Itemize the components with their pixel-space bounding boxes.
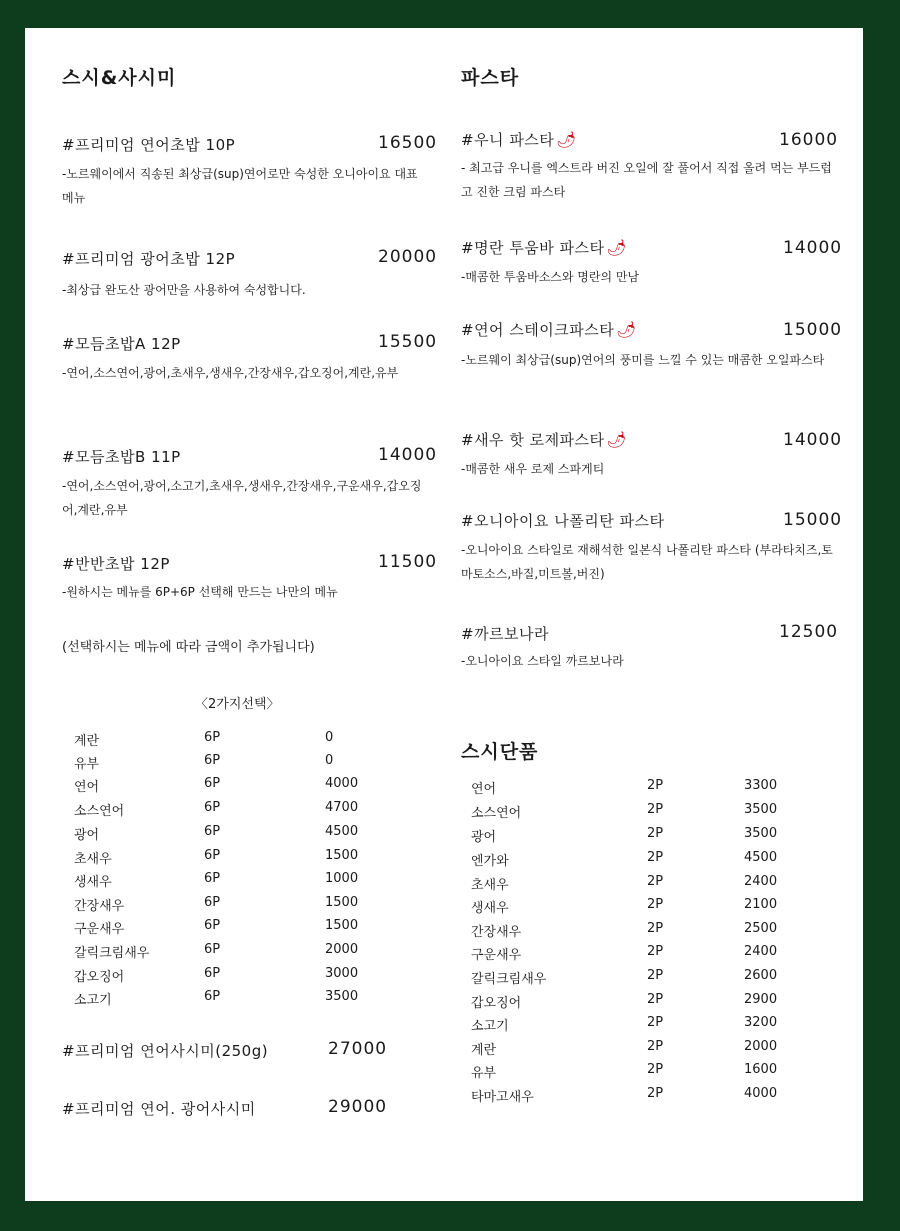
item-name [461,429,627,450]
row-qty: 2P [647,921,664,936]
row-qty: 6P [204,966,221,981]
item-price: 15000 [783,320,843,340]
row-name: 계란 [471,1043,497,1058]
item-price: 15500 [378,332,438,352]
item-description: -원하시는 메뉴를 6P+6P 선택해 만드는 나만의 메뉴 [62,585,338,599]
row-price: 3200 [744,1015,778,1030]
row-price: 3000 [325,966,359,981]
row-name: 소고기 [471,1019,509,1034]
item-description: -노르웨이에서 직송된 최상급(sup)연어로만 숙성한 오니아이요 대표메뉴 [62,167,418,205]
item-price: 16000 [779,130,839,150]
item-price: 14000 [783,430,843,450]
row-name: 엔가와 [471,854,509,869]
row-qty: 6P [204,753,221,768]
row-qty: 6P [204,800,221,815]
item-name: #프리미엄 연어사시미(250g) [62,1042,269,1060]
row-name: 갈릭크림새우 [74,946,150,961]
item-description: -연어,소스연어,광어,초새우,생새우,간장새우,갑오징어,계란,유부 [62,366,399,380]
row-price: 3300 [744,778,778,793]
item-description: -매콤한 새우 로제 스파게티 [461,462,605,476]
row-name: 소스연어 [471,806,522,821]
row-qty: 2P [647,850,664,865]
row-name: 구운새우 [471,948,522,963]
item-name-text: #새우 핫 로제파스타 [461,431,605,449]
item-price: 12500 [779,622,839,642]
row-name: 계란 [74,734,100,749]
item-name [461,319,637,340]
row-qty: 2P [647,992,664,1007]
section-title-pasta: 파스타 [461,67,520,89]
item-price: 14000 [378,445,438,465]
row-price: 4700 [325,800,359,815]
row-qty: 6P [204,989,221,1004]
row-qty: 2P [647,1062,664,1077]
row-qty: 2P [647,1015,664,1030]
row-name: 소고기 [74,993,112,1008]
row-price: 2000 [744,1039,778,1054]
row-price: 1000 [325,871,359,886]
row-price: 4500 [325,824,359,839]
row-price: 0 [325,753,334,768]
item-name-text: #연어 스테이크파스타 [461,321,615,339]
row-name: 유부 [471,1066,497,1081]
row-price: 3500 [325,989,359,1004]
row-qty: 2P [647,1039,664,1054]
row-name: 초새우 [74,852,112,867]
row-price: 2500 [744,921,778,936]
item-description: -노르웨이 최상급(sup)연어의 풍미를 느낄 수 있는 매콤한 오일파스타 [461,353,825,367]
row-price: 2100 [744,897,778,912]
row-name: 초새우 [471,878,509,893]
menu-page [25,28,863,1201]
item-name: #모듬초밥A 12P [62,335,181,353]
row-price: 4500 [744,850,778,865]
section-title-sushi-single: 스시단품 [461,741,539,763]
item-price: 15000 [783,510,843,530]
item-name [461,129,577,150]
item-description: - 최고급 우니를 엑스트라 버진 오일에 잘 풀어서 직접 올려 먹는 부드럽고 진한 크림 파스타 [461,161,832,199]
row-qty: 6P [204,848,221,863]
row-name: 연어 [471,782,497,797]
row-price: 4000 [325,776,359,791]
row-price: 2400 [744,874,778,889]
row-qty: 6P [204,942,221,957]
row-price: 2600 [744,968,778,983]
row-qty: 6P [204,824,221,839]
item-price: 27000 [328,1039,388,1059]
row-name: 타마고새우 [471,1090,534,1105]
section-title-sushi-sashimi: 스시&사시미 [62,67,177,89]
row-price: 4000 [744,1086,778,1101]
row-price: 3500 [744,802,778,817]
item-description: -최상급 완도산 광어만을 사용하여 숙성합니다. [62,283,306,297]
item-name: #프리미엄 광어초밥 12P [62,250,236,268]
item-name-text: #명란 투움바 파스타 [461,239,605,257]
row-name: 구운새우 [74,922,125,937]
item-name [461,237,627,258]
row-qty: 2P [647,874,664,889]
item-description: -오니아이요 스타일로 재해석한 일본식 나폴리탄 파스타 (부라타치즈,토마토소스,바질,미트볼,버진) [461,543,833,581]
row-name: 생새우 [74,875,112,890]
row-name: 연어 [74,780,100,795]
row-price: 2900 [744,992,778,1007]
row-qty: 2P [647,1086,664,1101]
row-name: 갑오징어 [74,970,125,985]
row-qty: 2P [647,778,664,793]
chili-pepper-icon: 🌶 [606,238,628,257]
row-price: 1500 [325,848,359,863]
row-name: 갈릭크림새우 [471,972,547,987]
row-name: 유부 [74,757,100,772]
row-qty: 6P [204,776,221,791]
row-qty: 2P [647,802,664,817]
row-qty: 2P [647,968,664,983]
row-qty: 6P [204,871,221,886]
item-price: 16500 [378,133,438,153]
item-price: 20000 [378,247,438,267]
row-name: 광어 [471,830,497,845]
row-price: 1600 [744,1062,778,1077]
row-name: 간장새우 [74,899,125,914]
row-price: 1500 [325,918,359,933]
row-qty: 2P [647,826,664,841]
row-name: 광어 [74,828,100,843]
chili-pepper-icon: 🌶 [606,430,628,449]
item-price: 29000 [328,1097,388,1117]
chili-pepper-icon: 🌶 [556,130,578,149]
row-qty: 6P [204,895,221,910]
choice-title: 〈2가지선택〉 [195,697,280,712]
item-name: #프리미엄 연어. 광어사시미 [62,1100,256,1118]
item-price: 11500 [378,552,438,572]
item-price: 14000 [783,238,843,258]
row-name: 생새우 [471,901,509,916]
row-qty: 2P [647,897,664,912]
item-name: #모듬초밥B 11P [62,448,181,466]
price-note: (선택하시는 메뉴에 따라 금액이 추가됩니다) [62,640,315,655]
item-name: #까르보나라 [461,625,550,643]
row-qty: 6P [204,918,221,933]
row-price: 2400 [744,944,778,959]
row-name: 갑오징어 [471,996,522,1011]
row-price: 1500 [325,895,359,910]
item-name: #오니아이요 나폴리탄 파스타 [461,512,665,530]
item-name: #반반초밥 12P [62,555,170,573]
item-name: #프리미엄 연어초밥 10P [62,136,236,154]
row-price: 2000 [325,942,359,957]
row-name: 소스연어 [74,804,125,819]
item-description: -연어,소스연어,광어,소고기,초새우,생새우,간장새우,구운새우,갑오징어,계란,유부 [62,479,422,517]
row-qty: 2P [647,944,664,959]
row-price: 3500 [744,826,778,841]
row-price: 0 [325,730,334,745]
chili-pepper-icon: 🌶 [616,320,638,339]
row-name: 간장새우 [471,925,522,940]
item-description: -매콤한 투움바소스와 명란의 만남 [461,270,640,284]
item-description: -오니아이요 스타일 까르보나라 [461,654,624,668]
row-qty: 6P [204,730,221,745]
item-name-text: #우니 파스타 [461,131,555,149]
